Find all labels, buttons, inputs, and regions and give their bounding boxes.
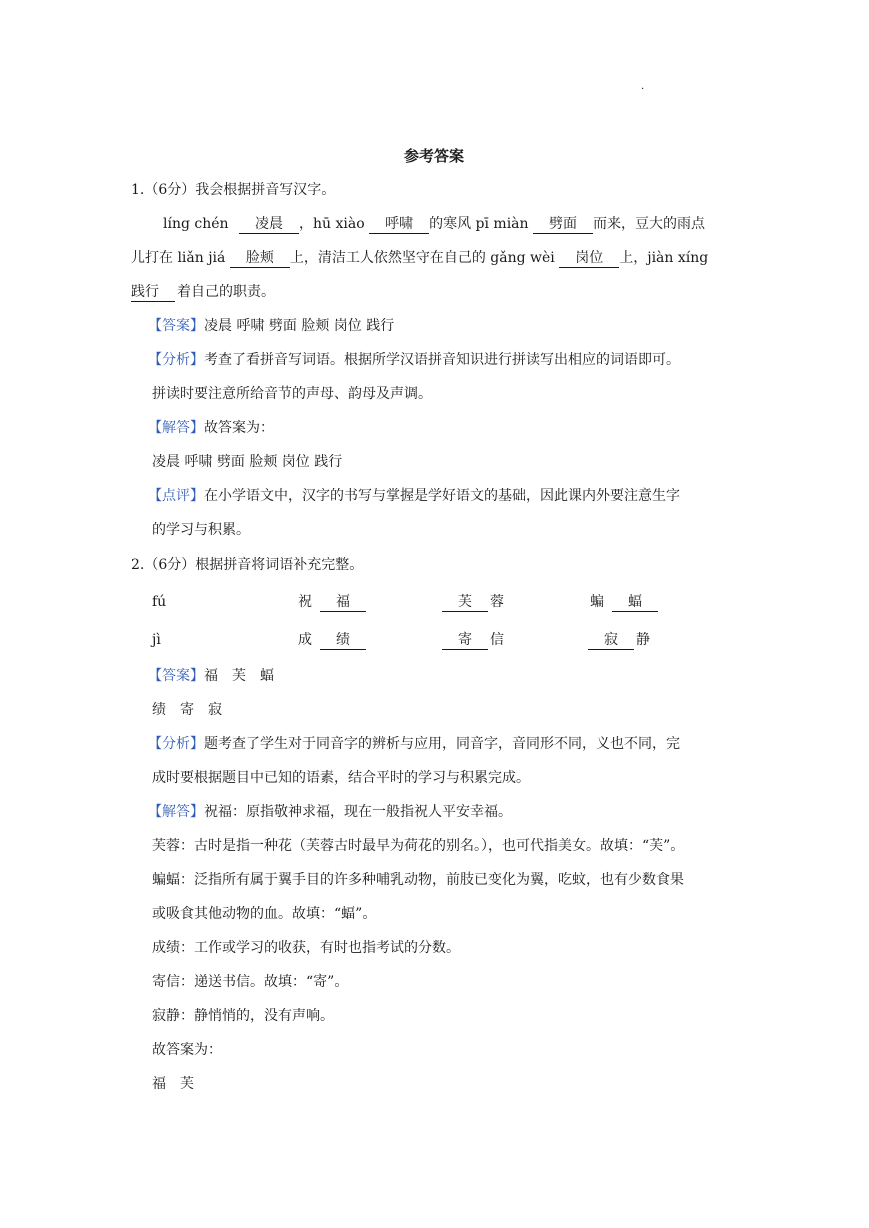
text: 而来，豆大的雨点 [593, 216, 706, 232]
q2-row-blank [320, 630, 366, 650]
q1-line-3 [131, 282, 275, 302]
answer-blank: 绩 [320, 631, 366, 650]
q2-analysis-cont: 成时要根据题目中已知的语素，结合平时的学习与积累完成。 [152, 770, 530, 786]
answer-blank: 芙 [442, 593, 488, 612]
analysis-tag: 【分析】 [148, 352, 204, 368]
text: 儿打在 liǎn jiá [131, 250, 226, 266]
solution-tag: 【解答】 [148, 420, 204, 436]
answer-text: 福 芙 蝠 [204, 668, 274, 684]
q1-analysis [148, 350, 680, 370]
text: 上，清洁工人依然坚守在自己的 gǎng wèi [289, 250, 555, 266]
analysis-text: 题考查了学生对于同音字的辨析与应用，同音字，音同形不同，义也不同，完 [204, 736, 680, 752]
text: 着自己的职责。 [177, 284, 275, 300]
answer-blank: 蝠 [612, 593, 658, 612]
q2-row-pinyin: fú [152, 594, 167, 610]
q2-answer [148, 666, 274, 686]
q2-row-char: 信 [490, 632, 504, 648]
text: 的寒风 pī miàn [429, 216, 529, 232]
answer-blank: 寄 [442, 631, 488, 650]
answer-blank: 脸颊 [230, 249, 290, 268]
q1-solution [148, 418, 274, 438]
analysis-tag: 【分析】 [148, 736, 204, 752]
answer-blank: 呼啸 [369, 215, 429, 234]
analysis-text: 考查了看拼音写词语。根据所学汉语拼音知识进行拼读写出相应的词语即可。 [204, 352, 680, 368]
q2-solution-line: 寂静：静悄悄的，没有声响。 [152, 1008, 334, 1024]
answer-text: 凌晨 呼啸 劈面 脸颊 岗位 践行 [204, 318, 395, 334]
answer-blank: 福 [320, 593, 366, 612]
q2-row-char: 成 [298, 632, 312, 648]
q2-row-char: 蝙 [590, 594, 604, 610]
q2-solution-line: 故答案为： [152, 1042, 222, 1058]
q2-solution-line: 芙蓉：古时是指一种花（芙蓉古时最早为荷花的别名。），也可代指美女。故填：“芙”。 [152, 838, 685, 854]
q2-solution-line: 蝙蝠：泛指所有属于翼手目的许多种哺乳动物，前肢已变化为翼，吃蚊，也有少数食果 [152, 872, 684, 888]
q1-analysis-cont: 拼读时要注意所给音节的声母、韵母及声调。 [152, 386, 432, 402]
answer-blank: 岗位 [559, 249, 619, 268]
q2-row-blank [588, 630, 634, 650]
text: ，hū xiào [299, 216, 365, 232]
q2-row-pinyin: jì [152, 632, 161, 648]
solution-tag: 【解答】 [148, 804, 204, 820]
solution-text: 祝福：原指敬神求福，现在一般指祝人平安幸福。 [204, 804, 512, 820]
comment-text: 在小学语文中，汉字的书写与掌握是学好语文的基础，因此课内外要注意生字 [204, 488, 680, 504]
header-mark: · [641, 84, 645, 95]
answer-blank: 劈面 [533, 215, 593, 234]
answer-blank: 凌晨 [239, 215, 299, 234]
q2-row-blank [442, 592, 488, 612]
q1-answer [148, 316, 394, 336]
text: 上，jiàn xíng [619, 250, 709, 266]
pinyin: líng chén [163, 216, 229, 232]
answer-blank: 寂 [588, 631, 634, 650]
q2-row-char: 蓉 [490, 594, 504, 610]
answer-tag: 【答案】 [148, 668, 204, 684]
q2-row-blank [612, 592, 658, 612]
q2-row-blank [442, 630, 488, 650]
q2-heading: 2.（6分）根据拼音将词语补充完整。 [131, 557, 364, 573]
answer-blank: 践行 [131, 283, 175, 302]
solution-text: 故答案为： [204, 420, 274, 436]
q2-row-char: 静 [636, 632, 650, 648]
q1-line-2 [131, 248, 708, 268]
q2-answer-cont: 绩 寄 寂 [152, 702, 222, 718]
q2-solution-line: 寄信：递送书信。故填：“寄”。 [152, 974, 349, 990]
q2-solution-line: 或吸食其他动物的血。故填：“蝠”。 [152, 906, 377, 922]
page-title: 参考答案 [404, 147, 465, 165]
q2-row-char: 祝 [298, 594, 312, 610]
q1-solution-cont: 凌晨 呼啸 劈面 脸颊 岗位 践行 [152, 454, 343, 470]
q2-solution [148, 802, 512, 822]
q2-analysis [148, 734, 680, 754]
comment-tag: 【点评】 [148, 488, 204, 504]
q2-solution-line: 福 芙 [152, 1076, 194, 1092]
q1-heading: 1.（6分）我会根据拼音写汉字。 [131, 182, 336, 198]
q1-line-1 [163, 214, 705, 234]
q1-comment [148, 486, 680, 506]
q2-solution-line: 成绩：工作或学习的收获，有时也指考试的分数。 [152, 940, 460, 956]
q2-row-blank [320, 592, 366, 612]
q1-comment-cont: 的学习与积累。 [152, 522, 250, 538]
answer-tag: 【答案】 [148, 318, 204, 334]
